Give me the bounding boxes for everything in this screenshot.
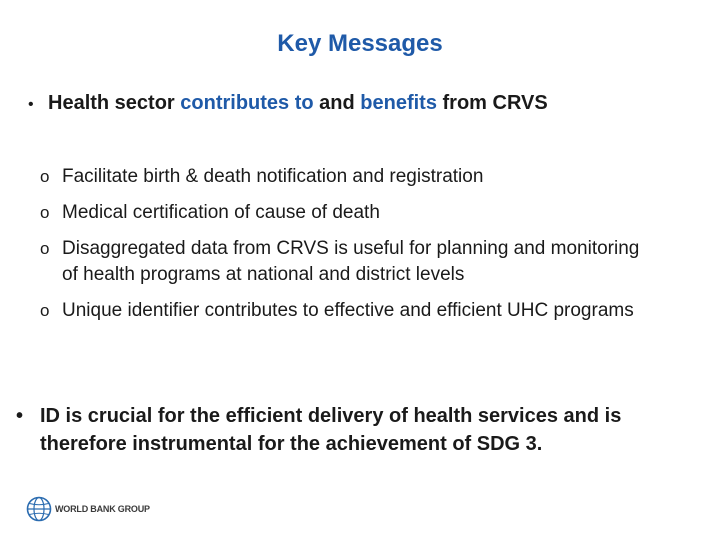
list-item-text: Facilitate birth & death notification and registration — [62, 166, 484, 187]
world-bank-logo — [26, 496, 150, 522]
circle-bullet-icon: o — [40, 203, 50, 222]
globe-icon — [26, 496, 52, 522]
list-item — [40, 236, 660, 288]
main-bullet-text-1: Health sector — [48, 92, 181, 114]
slide-title: Key Messages — [277, 30, 443, 57]
main-bullet-text-2: and — [313, 92, 361, 114]
bottom-bullet-marker: • — [16, 405, 24, 427]
main-bullet-text-3: from CRVS — [436, 92, 548, 114]
circle-bullet-icon: o — [40, 301, 50, 320]
sub-bullet-list — [40, 164, 660, 334]
list-item — [40, 200, 660, 226]
logo-text: WORLD BANK GROUP — [55, 504, 150, 514]
highlight-contributes: contributes to — [180, 92, 314, 114]
list-item — [40, 298, 660, 324]
list-item-text: Unique identifier contributes to effective and efficient UHC programs — [62, 300, 634, 321]
bottom-bullet — [16, 402, 696, 458]
main-bullet — [48, 92, 548, 115]
circle-bullet-icon: o — [40, 239, 50, 258]
bottom-bullet-text: ID is crucial for the efficient delivery of health services and is therefore instrumental for the achievement of SDG 3. — [40, 405, 622, 455]
list-item — [40, 164, 660, 190]
circle-bullet-icon: o — [40, 167, 50, 186]
main-bullet-marker: • — [28, 96, 34, 113]
list-item-text: Disaggregated data from CRVS is useful for planning and monitoring of health programs at national and district levels — [62, 238, 640, 285]
highlight-benefits: benefits — [360, 92, 437, 114]
list-item-text: Medical certification of cause of death — [62, 202, 380, 223]
